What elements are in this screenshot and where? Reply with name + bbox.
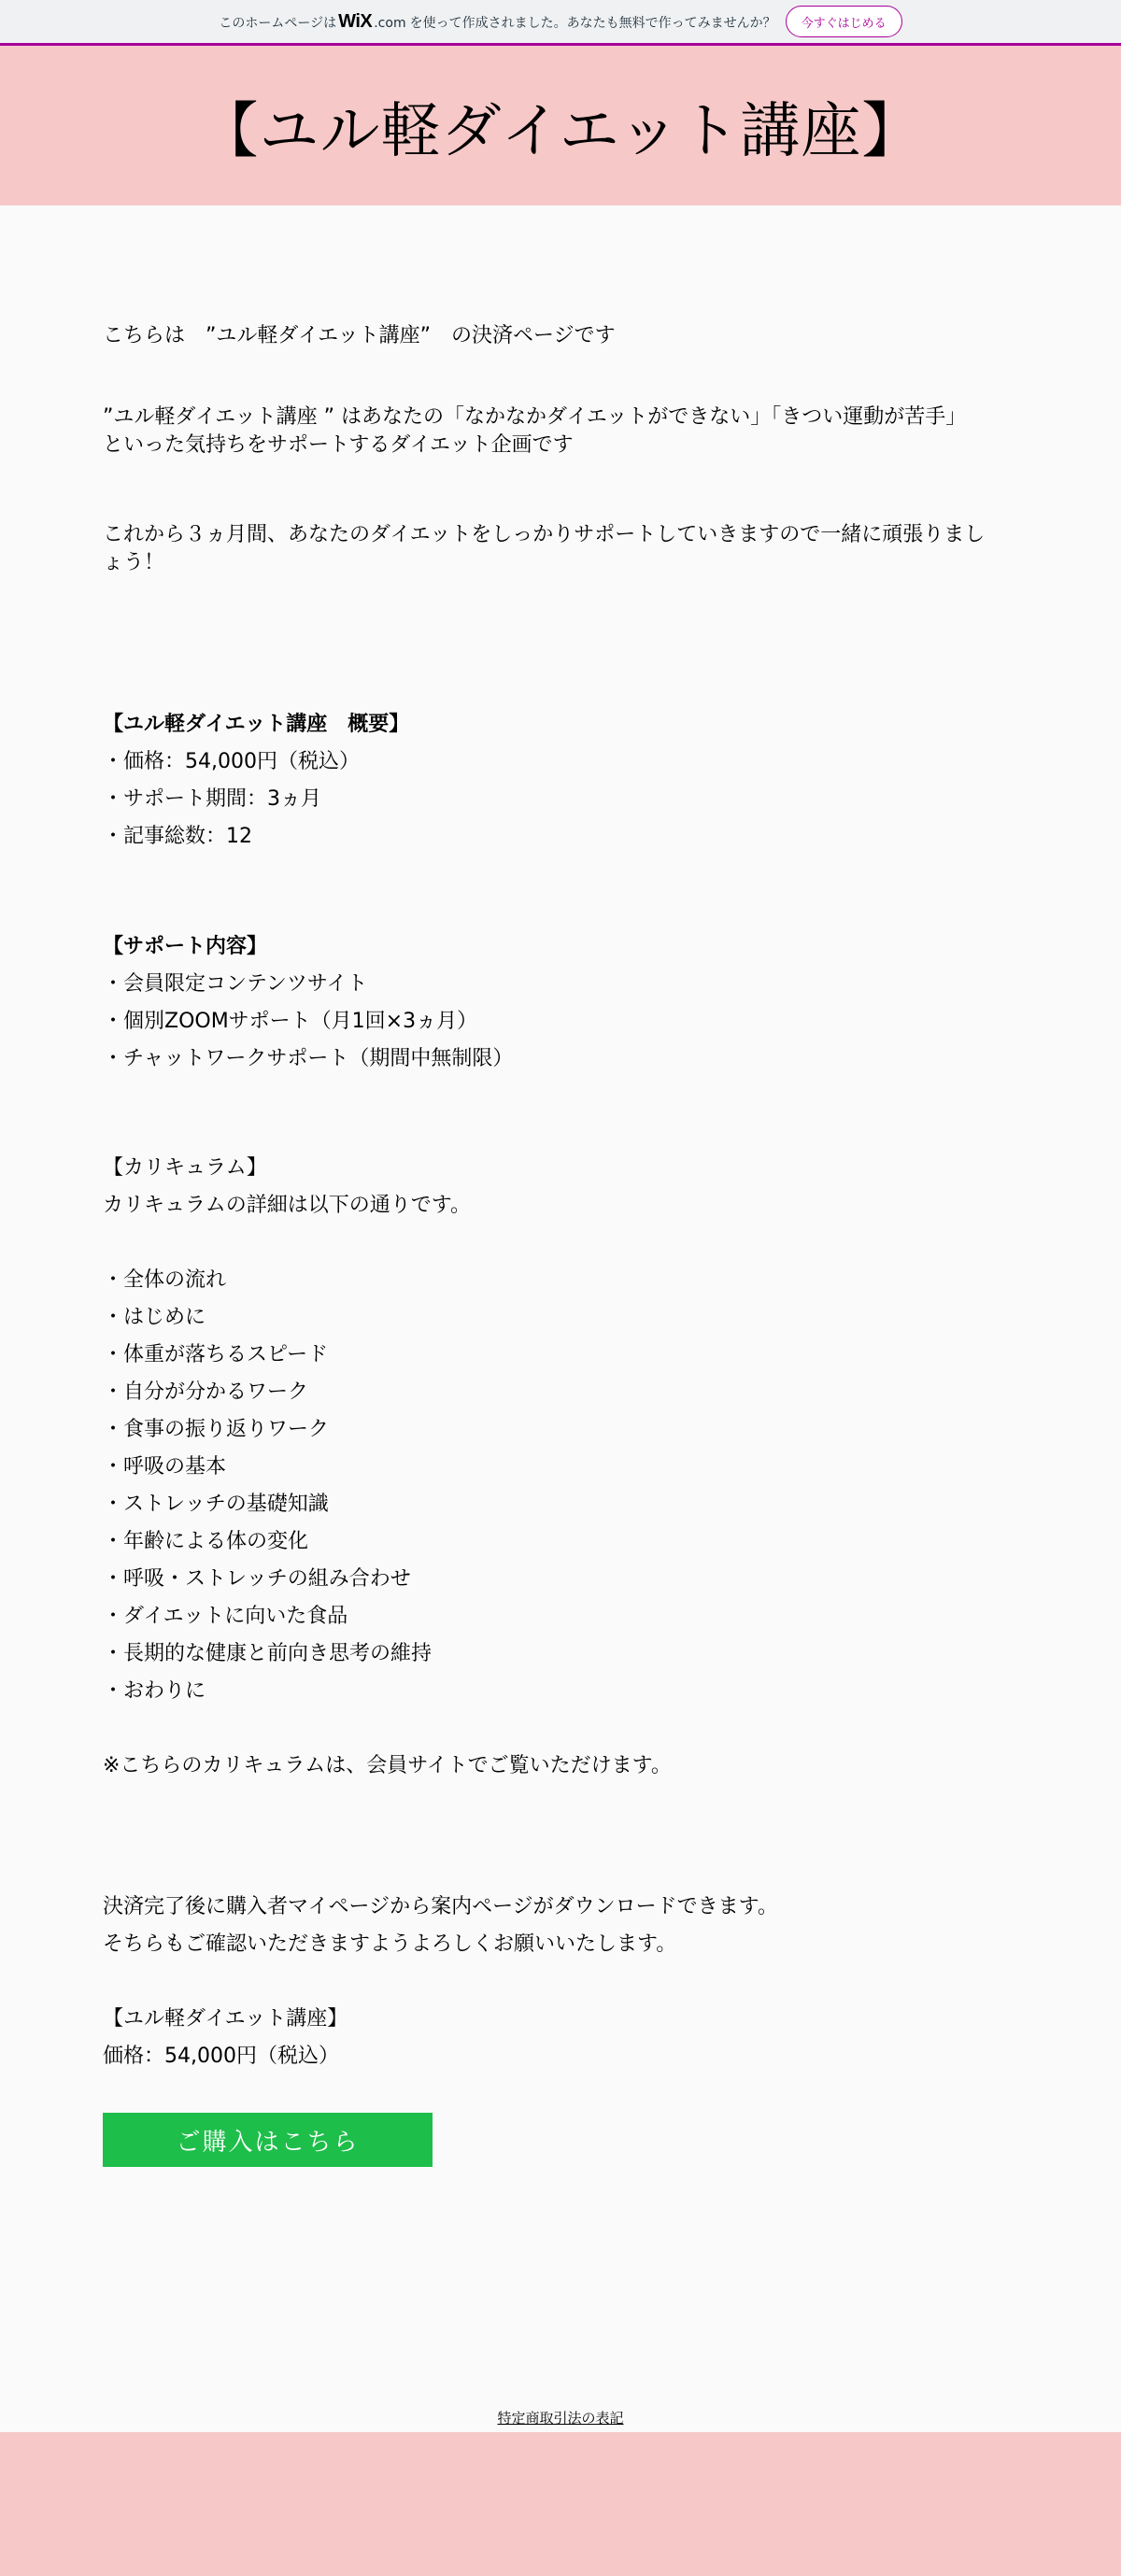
intro-line-2b: といった気持ちをサポートするダイエット企画です [103,433,574,457]
wix-banner-text [219,11,775,33]
curriculum-intro: カリキュラムの詳細は以下の通りです。 [103,1194,472,1217]
wix-banner-prefix: このホームページは [219,15,337,31]
wix-dotcom: .com [374,15,406,31]
page-footer [0,2432,1121,2576]
intro-line-3a: これから３ヵ月間、あなたのダイエットをしっかりサポートしていきますので一緒に頑張りまし [103,523,986,546]
support-section [103,928,1018,1078]
page-header [0,46,1121,205]
support-heading: 【サポート内容】 [103,935,268,958]
legal-notice-link[interactable]: 特定商取引法の表記 [497,2410,624,2427]
list-item: ・体重が落ちるスピード [103,1343,329,1366]
list-item: ・チャットワークサポート（期間中無制限） [103,1047,514,1070]
closing-line-1: 決済完了後に購入者マイページから案内ページがダウンロードできます。 [103,1895,778,1918]
list-item: ・価格：54,000円（税込） [103,750,360,773]
list-item: ・長期的な健康と前向き思考の維持 [103,1642,433,1665]
list-item: ・サポート期間：3ヵ月 [103,787,321,811]
list-item: ・ストレッチの基礎知識 [103,1493,329,1516]
wix-banner [0,0,1121,46]
overview-heading: 【ユル軽ダイエット講座 概要】 [103,713,410,736]
curriculum-section [103,1150,1018,1785]
list-item: ・年齢による体の変化 [103,1530,309,1553]
spacer [103,1963,1018,2001]
list-item: ・ダイエットに向いた食品 [103,1605,348,1628]
list-item: ・会員限定コンテンツサイト [103,972,368,996]
intro-line-3b: ょう！ [103,551,165,574]
intro-line-2a: ”ユル軽ダイエット講座 ” はあなたの「なかなかダイエットができない」「きつい運動が苦手」 [103,405,967,429]
wix-logo[interactable]: WiX [338,10,373,32]
list-item: ・おわりに [103,1679,206,1703]
curriculum-heading: 【カリキュラム】 [103,1156,267,1180]
list-item: ・呼吸の基本 [103,1455,227,1479]
spacer [103,1710,1018,1748]
overview-section [103,706,1018,856]
list-item: ・はじめに [103,1306,206,1329]
intro-paragraph-2 [103,403,1018,460]
list-item: ・全体の流れ [103,1268,227,1292]
list-item: ・食事の振り返りワーク [103,1418,330,1441]
page-title: 【ユル軽ダイエット講座】 [198,96,923,166]
closing-line-2: そちらもご確認いただきますようよろしくお願いいたします。 [103,1932,677,1956]
closing-product: 【ユル軽ダイエット講座】 [103,2007,348,2031]
wix-banner-suffix: を使って作成されました。あなたも無料で作ってみませんか？ [409,15,776,31]
intro-section [103,318,1018,355]
list-item: ・自分が分かるワーク [103,1380,309,1404]
curriculum-note: ※こちらのカリキュラムは、会員サイトでご覧いただけます。 [103,1754,672,1777]
closing-price: 価格：54,000円（税込） [103,2045,339,2068]
list-item: ・記事総数：12 [103,825,252,848]
list-item: ・呼吸・ストレッチの組み合わせ [103,1567,411,1591]
list-item: ・個別ZOOMサポート（月1回×3ヵ月） [103,1010,478,1033]
wix-start-button[interactable]: 今すぐはじめる [786,6,902,37]
intro-paragraph-3 [103,521,1018,577]
closing-section [103,1889,1018,2075]
spacer [103,1224,1018,1262]
intro-line-1: こちらは ”ユル軽ダイエット講座” の決済ページです [103,324,616,347]
buy-button[interactable]: ご購入はこちら [103,2113,433,2167]
